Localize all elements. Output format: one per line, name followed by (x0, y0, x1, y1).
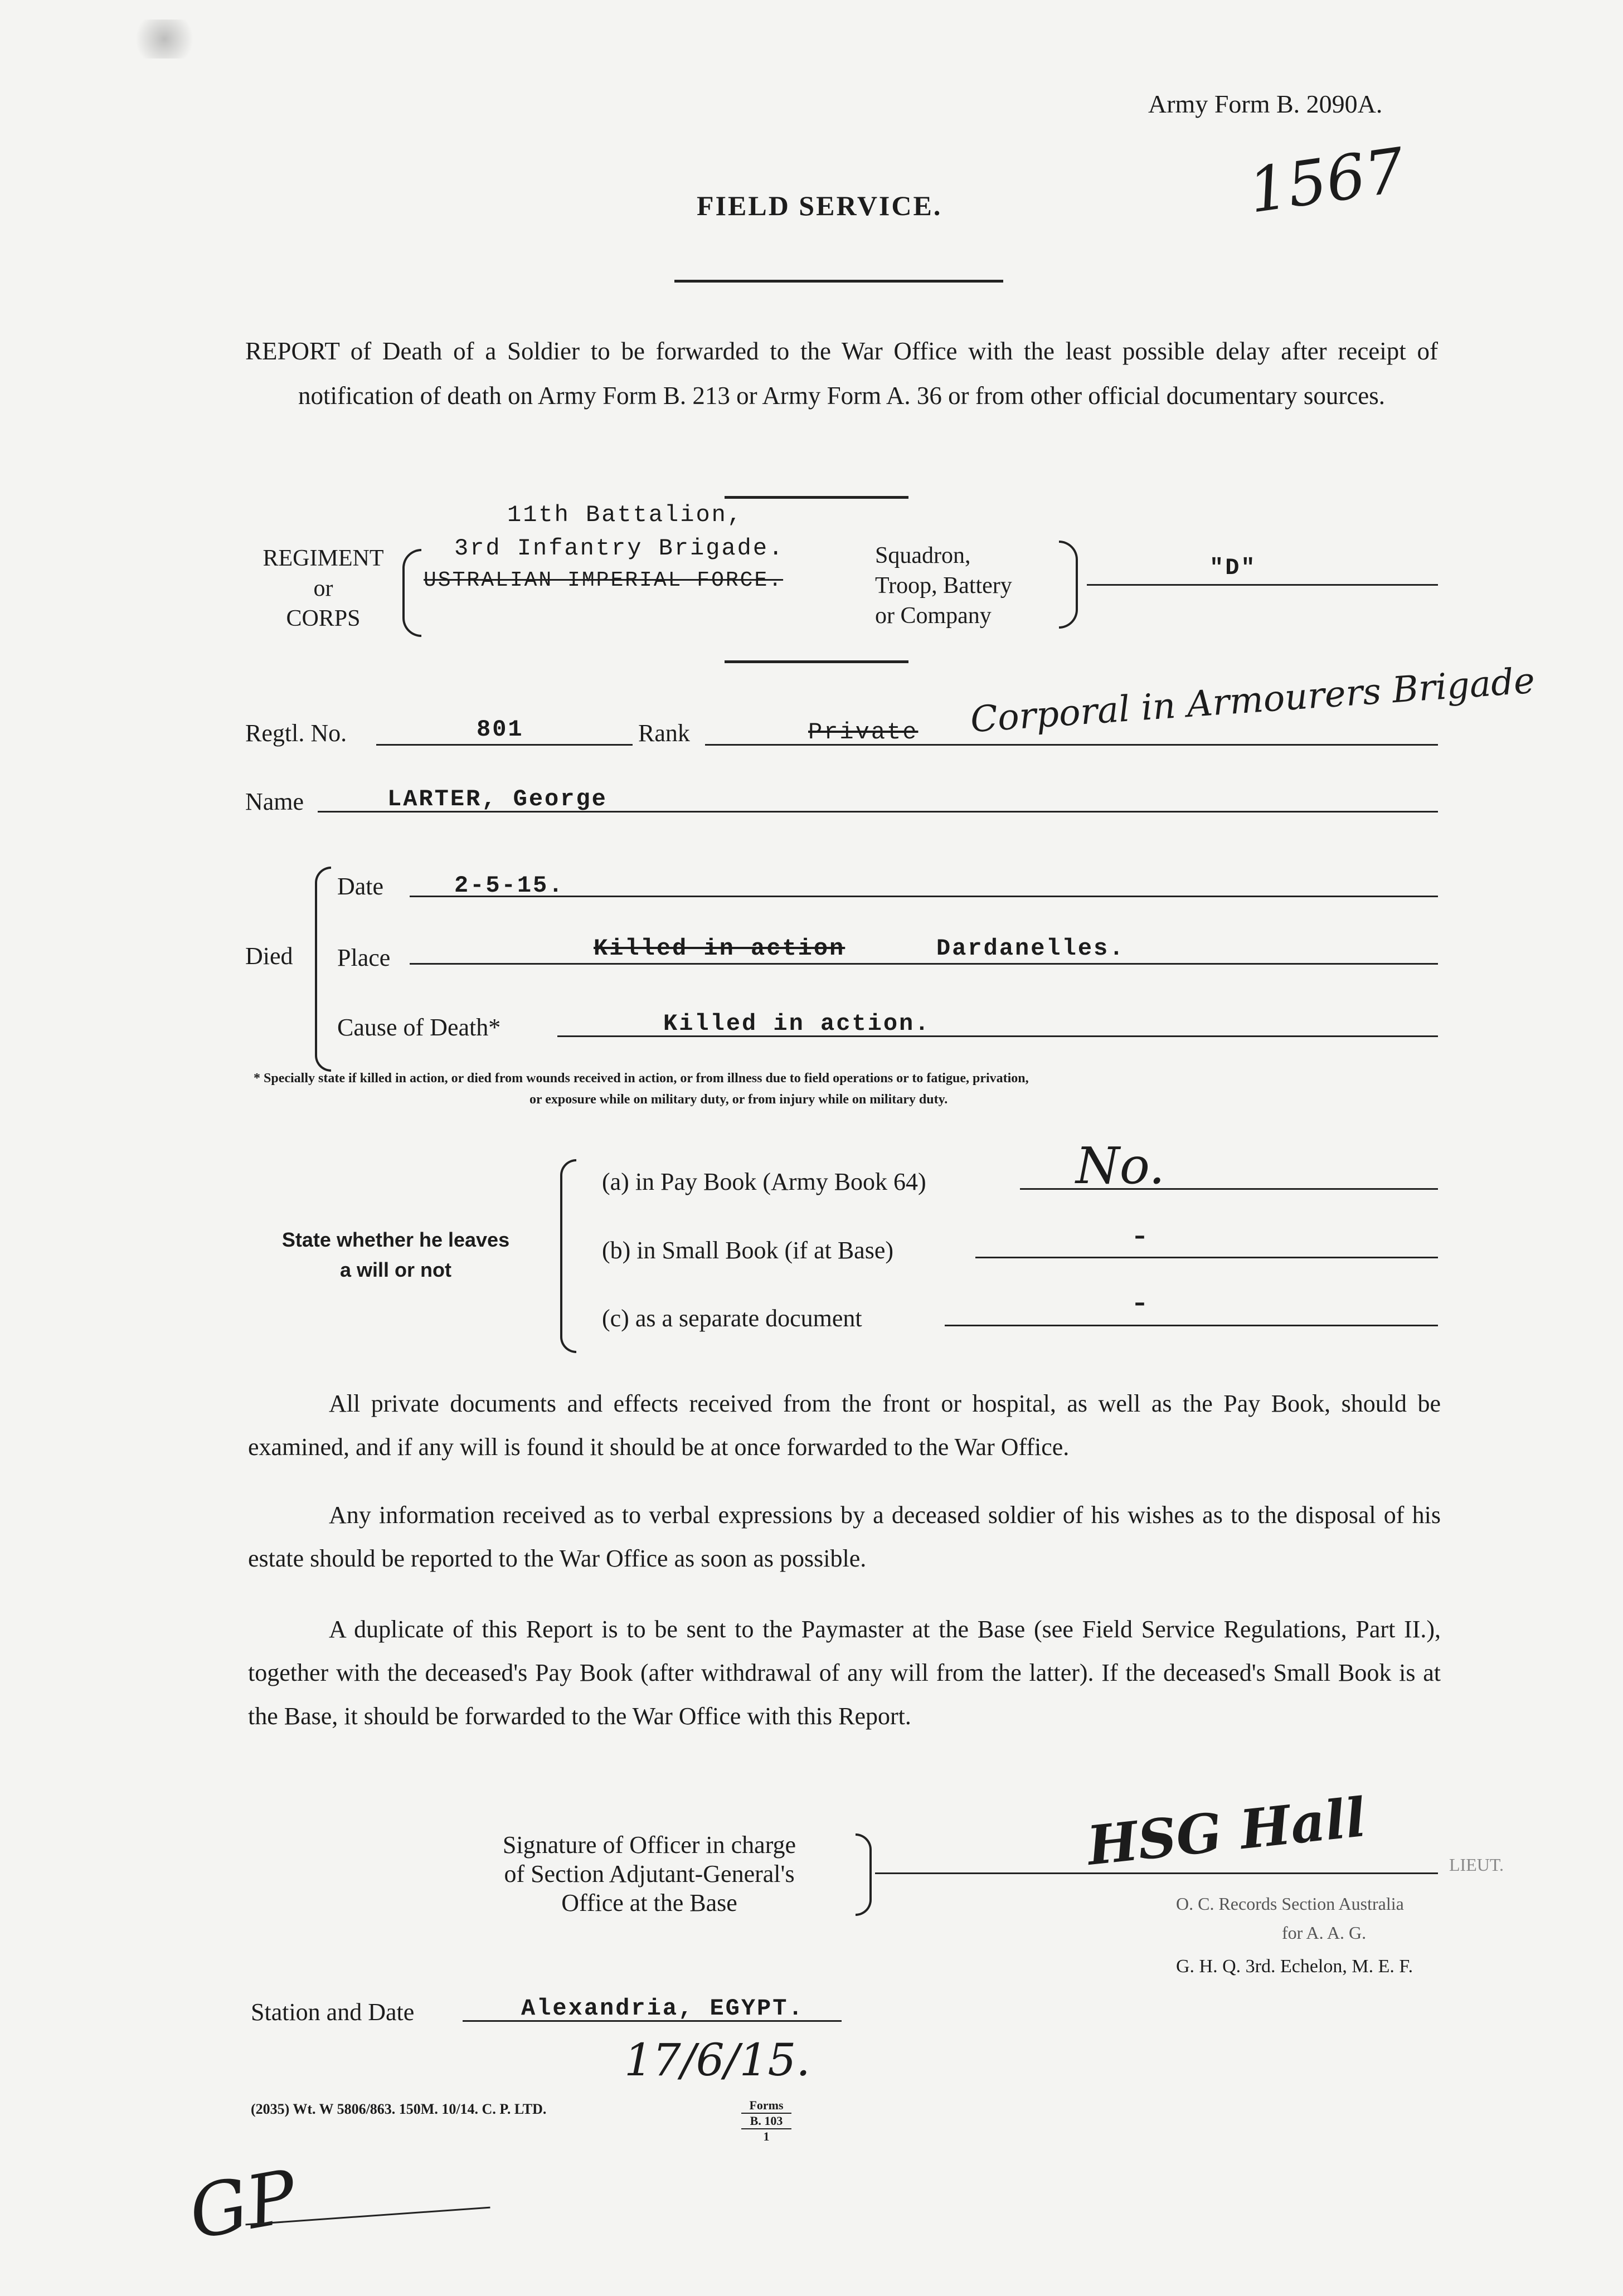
will-label (245, 1225, 546, 1285)
will-a-underline (1020, 1188, 1438, 1190)
scan-mark (128, 20, 201, 59)
name-underline (318, 811, 1438, 813)
signature-underline (875, 1872, 1438, 1874)
squadron-brace (1059, 541, 1078, 629)
station-label: Station and Date (251, 1998, 415, 2026)
squadron-label (875, 541, 1012, 631)
will-b-label: (b) in Small Book (if at Base) (602, 1237, 894, 1264)
paragraph-duplicate-report: A duplicate of this Report is to be sent to the Paymaster at the Base (see Field Service Regulations, Part II.), together with the deceased's Pay Book (after withdrawal of any will from the latter). If the deceased's Small Book is at the Base, it should be forwarded to the War Office with this Report. (248, 1616, 1441, 1730)
place-value: Dardanelles. (936, 935, 1125, 962)
regiment-label-line3: CORPS (286, 606, 361, 631)
regtl-no-underline (376, 744, 633, 746)
will-label-line2: a will or not (339, 1258, 451, 1281)
intro-text: REPORT of Death of a Soldier to be forwarded to the War Office with the least possible delay after receipt of notification of death on Army Form B. 213 or Army Form A. 36 or from other official documentary sources. (245, 337, 1438, 410)
regiment-rule (725, 660, 908, 663)
regiment-label-line2: or (313, 576, 333, 601)
form-number: Army Form B. 2090A. (1148, 90, 1383, 118)
regiment-brace (402, 549, 421, 637)
page-title: FIELD SERVICE. (697, 190, 942, 221)
forms-line1: Forms (749, 2098, 784, 2112)
date-value: 2-5-15. (454, 872, 565, 899)
will-c-underline (945, 1325, 1438, 1326)
rank-label: Rank (638, 719, 690, 747)
place-struck: Killed in action (594, 935, 845, 962)
died-label: Died (245, 942, 293, 970)
regiment-typed-line2: 3rd Infantry Brigade. (454, 535, 785, 562)
footnote-line1: * Specially state if killed in action, or died from wounds received in action, or from illness due to field operations or to fatigue, privation, (254, 1071, 1029, 1086)
rank-handwritten: Corporal in Armourers Brigade (969, 660, 1537, 741)
forms-line2: B. 103 (741, 2113, 791, 2129)
place-underline (410, 963, 1438, 965)
stamp-line1: O. C. Records Section Australia (1176, 1894, 1404, 1914)
will-brace (560, 1159, 576, 1353)
signature-label-line2: of Section Adjutant-General's (504, 1860, 795, 1888)
regtl-no-label: Regtl. No. (245, 719, 347, 747)
squadron-underline (1087, 584, 1438, 586)
date-underline (410, 896, 1438, 897)
stamp-suffix: LIEUT. (1449, 1855, 1504, 1875)
signature-brace (856, 1833, 872, 1916)
handwritten-record-number: 1567 (1244, 134, 1409, 227)
printer-imprint: (2035) Wt. W 5806/863. 150M. 10/14. C. P. LTD. (251, 2101, 547, 2117)
cause-label: Cause of Death* (337, 1014, 501, 1041)
station-handwritten-date: 17/6/15. (624, 2034, 810, 2086)
squadron-label-line3: or Company (875, 603, 992, 629)
will-a-value: No. (1076, 1137, 1165, 1195)
place-label: Place (337, 944, 391, 971)
will-c-label: (c) as a separate document (602, 1305, 862, 1332)
stamp-line2: for A. A. G. (1282, 1923, 1367, 1943)
died-brace (315, 867, 331, 1072)
regtl-no-value: 801 (477, 716, 524, 743)
will-a-label: (a) in Pay Book (Army Book 64) (602, 1168, 926, 1195)
station-underline (463, 2020, 842, 2022)
cause-underline (557, 1035, 1438, 1037)
squadron-label-line2: Troop, Battery (875, 573, 1012, 599)
officer-signature: HSG Hall (1084, 1786, 1369, 1877)
signature-label (443, 1831, 856, 1918)
forms-reference (741, 2098, 791, 2144)
regiment-label (245, 543, 401, 634)
squadron-label-line1: Squadron, (875, 543, 971, 568)
signature-label-line3: Office at the Base (561, 1889, 737, 1916)
will-label-line1: State whether he leaves (281, 1228, 510, 1251)
name-label: Name (245, 788, 304, 815)
paragraph-verbal-expressions: Any information received as to verbal expressions by a deceased soldier of his wishes as to the disposal of his estate should be reported to the War Office as soon as possible. (248, 1501, 1441, 1572)
paragraph-documents: All private documents and effects received from the front or hospital, as well as the Pay Book, should be examined, and if any will is found it should be at once forwarded to the War Office. (248, 1390, 1441, 1461)
intro-rule (725, 496, 908, 499)
will-b-value: - (1134, 1215, 1145, 1252)
rank-typed-struck: Private (808, 719, 919, 746)
regiment-typed-line3: USTRALIAN IMPERIAL FORCE. (424, 568, 784, 592)
footnote-line2: or exposure while on military duty, or from injury while on military duty. (529, 1092, 948, 1107)
regiment-label-line1: REGIMENT (263, 546, 384, 571)
cause-value: Killed in action. (663, 1010, 931, 1037)
station-typed: Alexandria, EGYPT. (521, 1995, 804, 2022)
initials-signature: GP (183, 2153, 303, 2256)
will-c-value: - (1134, 1282, 1145, 1319)
will-b-underline (975, 1257, 1438, 1258)
name-value: LARTER, George (387, 786, 608, 813)
signature-label-line1: Signature of Officer in charge (502, 1831, 796, 1859)
squadron-value: "D" (1209, 554, 1257, 581)
forms-line3: 1 (763, 2129, 770, 2143)
title-rule (674, 280, 1003, 283)
stamp-line3: G. H. Q. 3rd. Echelon, M. E. F. (1176, 1956, 1413, 1977)
date-label: Date (337, 873, 384, 900)
regiment-typed-line1: 11th Battalion, (507, 502, 744, 528)
